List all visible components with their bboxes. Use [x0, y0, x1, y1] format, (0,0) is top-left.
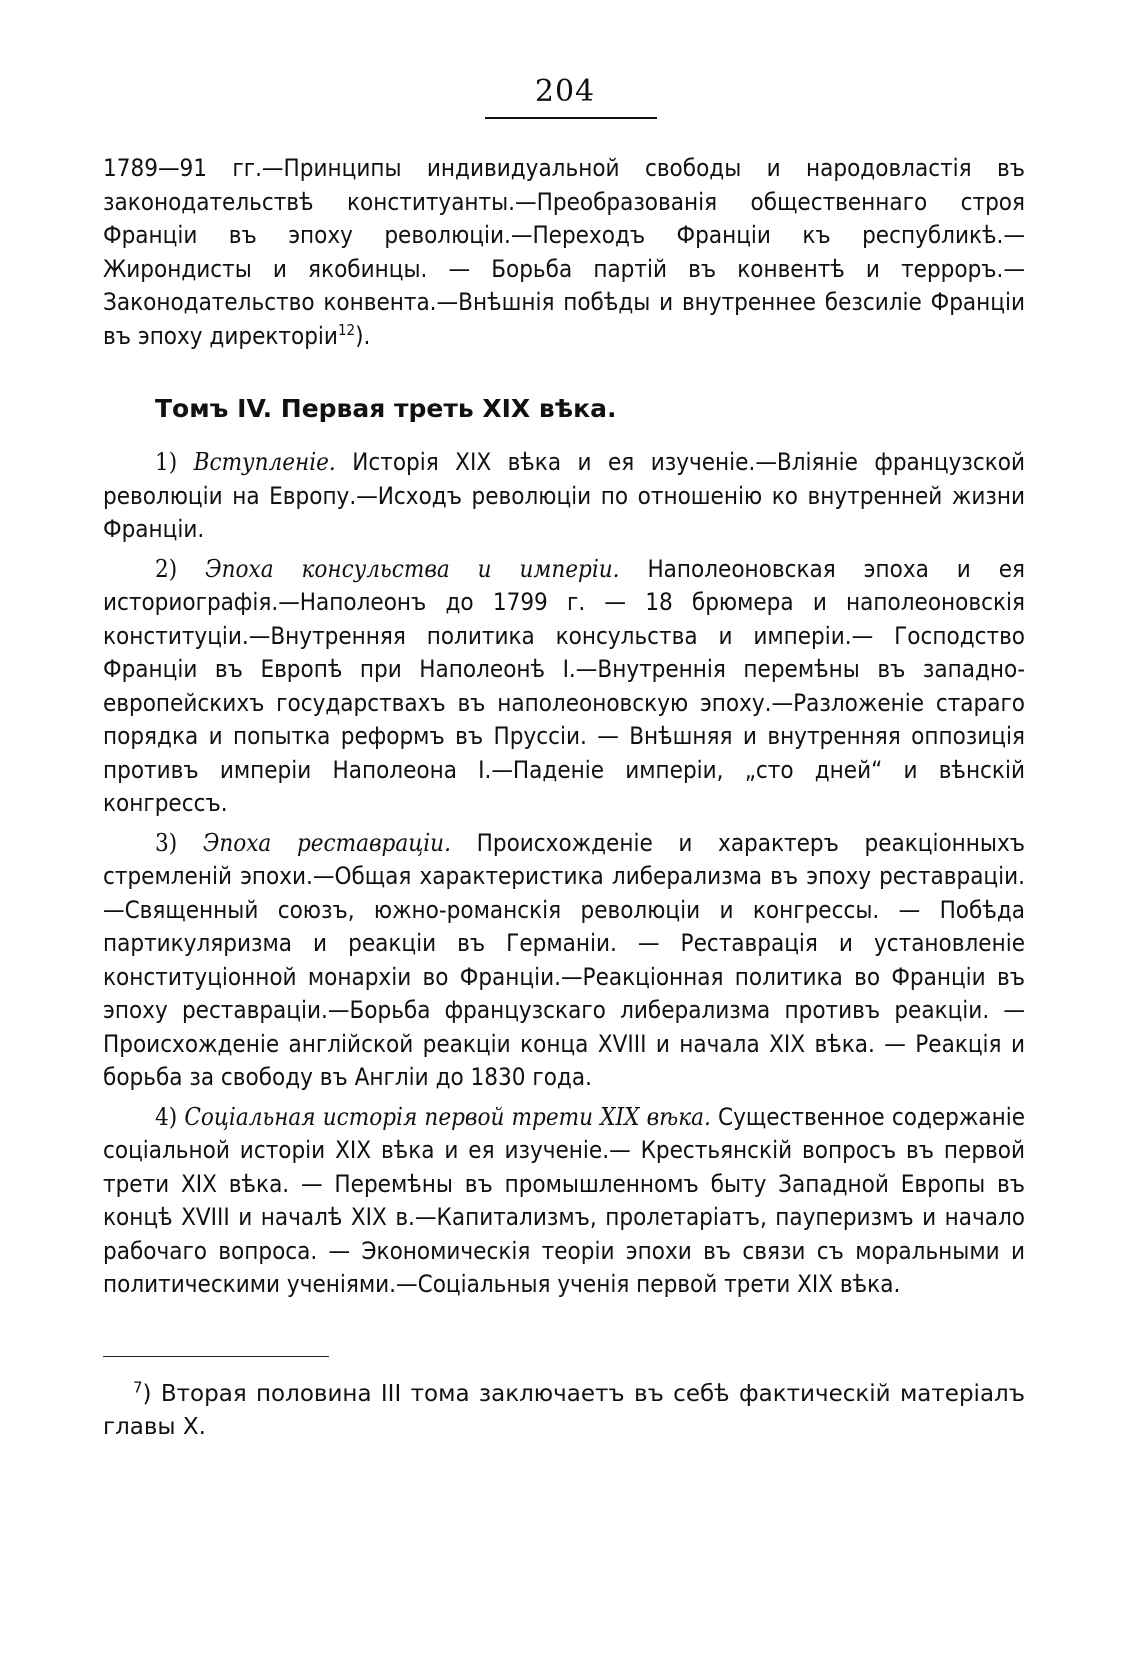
intro-body: 1789—91 гг.—Принципы индивидуальной свободы и народовластія въ законодательствѣ конституанты.—Преобразованія общественнаго строя Франціи въ эпоху революціи.—Переходъ Франціи къ республикѣ.—Жирондисты и якобинцы. — Борьба партій въ конвентѣ и терроръ.—Законодательство конвента.—Внѣшнія побѣды и внутреннее безсиліе Франціи въ эпоху директоріи — [103, 154, 1025, 350]
section-title: Соціальная исторія первой трети XIX вѣка. — [184, 1102, 711, 1131]
footnote — [103, 1378, 1025, 1444]
section-paragraph — [103, 827, 1025, 1095]
section-paragraph — [103, 1101, 1025, 1302]
section-text: Наполеоновская эпоха и ея историографія.—Наполеонъ до 1799 г. — 18 брюмера и наполеоновскія конституціи.—Внутренняя политика консульства и имперіи.— Господство Франціи въ Европѣ при Наполеонѣ I.—Внутреннія перемѣны въ западно-европейскихъ государствахъ въ наполеоновскую эпоху.—Разложеніе стараго порядка и попытка реформъ въ Пруссіи. — Внѣшняя и внутренняя оппозиція противъ имперіи Наполеона I.—Паденіе имперіи, „сто дней“ и вѣнскій конгрессъ. — [103, 554, 1025, 817]
footnote-rule — [103, 1356, 329, 1357]
section-title: Эпоха консульства и имперіи. — [205, 554, 620, 583]
footnote-text: ) Вторая половина III тома заключаетъ въ себѣ фактическій матеріалъ главы X. — [103, 1381, 1025, 1440]
page-number: 204 — [534, 74, 596, 109]
section-text: Существенное содержаніе соціальной исторіи XIX вѣка и ея изученіе.— Крестьянскій вопросъ въ первой трети XIX вѣка. — Перемѣны въ промышленномъ быту Западной Европы въ концѣ XVIII и началѣ XIX в.—Капитализмъ, пролетаріатъ, пауперизмъ и начало рабочаго вопроса. — Экономическія теоріи эпохи въ связи съ моральными и политическими ученіями.—Соціальныя ученія первой трети XIX вѣка. — [103, 1102, 1025, 1298]
section-paragraph — [103, 553, 1025, 821]
section-title: Вступленіе. — [193, 448, 336, 476]
section-title: Эпоха реставраціи. — [202, 828, 451, 857]
sections-list — [103, 446, 1025, 1308]
intro-tail: ). — [355, 321, 371, 350]
intro-text — [103, 152, 1025, 353]
volume-heading: Томъ IV. Первая треть XIX вѣка. — [155, 394, 617, 423]
section-number: 2) — [155, 554, 178, 583]
section-number: 1) — [155, 448, 178, 476]
section-number: 4) — [155, 1102, 178, 1131]
intro-paragraph — [103, 152, 1025, 353]
section-number: 3) — [155, 828, 178, 857]
header-rule — [485, 117, 657, 119]
footnote-mark: 7 — [133, 1378, 143, 1397]
footnote-reference: 12 — [337, 320, 356, 339]
section-text: Исторія XIX вѣка и ея изученіе.—Вліяніе французской революціи на Европу.—Исходъ революціи по отношенію ко внутренней жизни Франціи. — [103, 448, 1025, 543]
section-text: Происхожденіе и характеръ реакціонныхъ стремленій эпохи.—Общая характеристика либерализма въ эпоху реставраціи.—Священный союзъ, южно-романскія революціи и конгрессы. — Побѣда партикуляризма и реакціи въ Германіи. — Реставрація и установленіе конституціонной монархіи во Франціи.—Реакціонная политика во Франціи въ эпоху реставраціи.—Борьба французскаго либерализма противъ реакціи. — Происхожденіе англійской реакціи конца XVIII и начала XIX вѣка. — Реакція и борьба за свободу въ Англіи до 1830 года. — [103, 828, 1026, 1091]
section-paragraph — [103, 446, 1025, 547]
